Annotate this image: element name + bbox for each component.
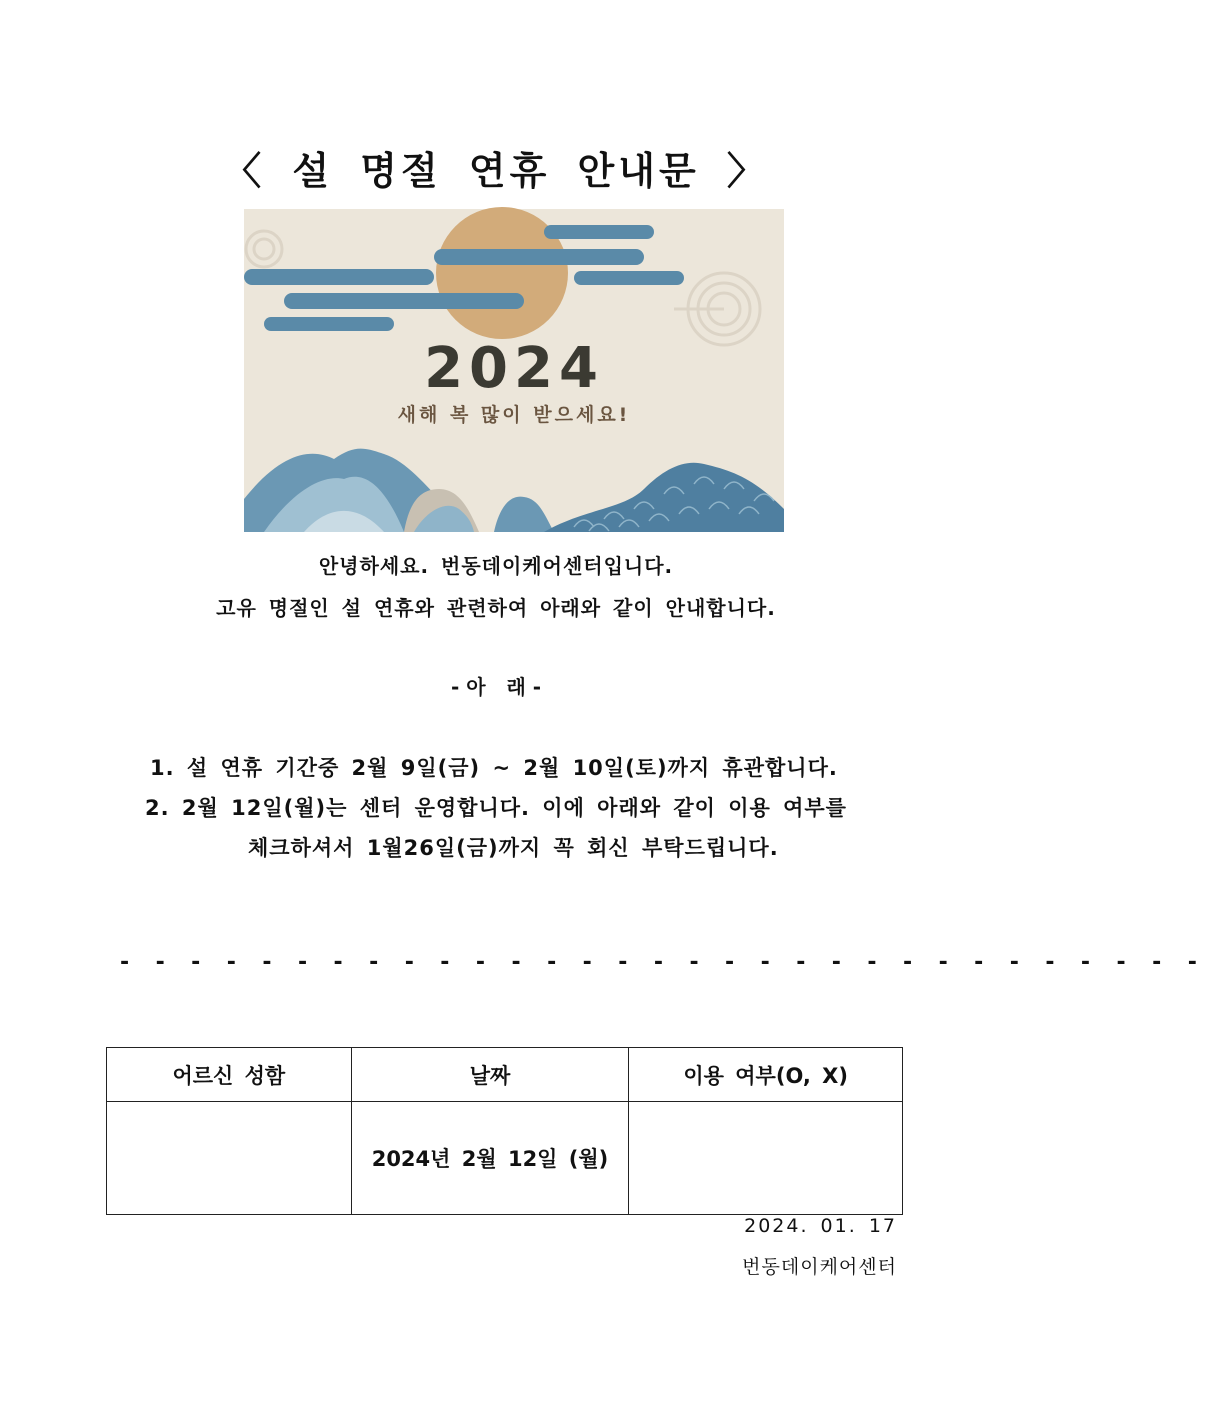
cut-line: - - - - - - - - - - - - - - - - - - - - - - - - - - - - - - - (120, 950, 1206, 975)
banner-year: 2024 (424, 336, 604, 401)
issue-date: 2024. 01. 17 (744, 1215, 897, 1237)
new-year-banner (244, 209, 784, 532)
header-date: 날짜 (351, 1048, 629, 1102)
banner-illustration (244, 209, 784, 532)
header-name: 어르신 성함 (107, 1048, 352, 1102)
attendance-cell[interactable] (629, 1102, 903, 1215)
organization-name: 번동데이케어센터 (742, 1256, 897, 1278)
greeting-line-2: 고유 명절인 설 연휴와 관련하여 아래와 같이 안내합니다. (216, 596, 776, 620)
notice-item-2-continued: 체크하셔서 1월26일(금)까지 꼭 회신 부탁드립니다. (248, 836, 779, 860)
reply-form-table (106, 1047, 903, 1215)
greeting-line-1: 안녕하세요. 번동데이케어센터입니다. (318, 554, 674, 578)
section-heading: - 아 래 - (450, 675, 542, 699)
name-cell[interactable] (107, 1102, 352, 1215)
banner-greeting: 새해 복 많이 받으세요! (397, 404, 631, 426)
page-title: 〈 설 명절 연휴 안내문 〉 (223, 149, 769, 193)
notice-item-1: 1. 설 연휴 기간중 2월 9일(금) ~ 2월 10일(토)까지 휴관합니다. (150, 756, 838, 780)
header-attendance: 이용 여부(O, X) (629, 1048, 903, 1102)
date-cell: 2024년 2월 12일 (월) (351, 1102, 629, 1215)
notice-item-2: 2. 2월 12일(월)는 센터 운영합니다. 이에 아래와 같이 이용 여부를 (145, 796, 847, 820)
